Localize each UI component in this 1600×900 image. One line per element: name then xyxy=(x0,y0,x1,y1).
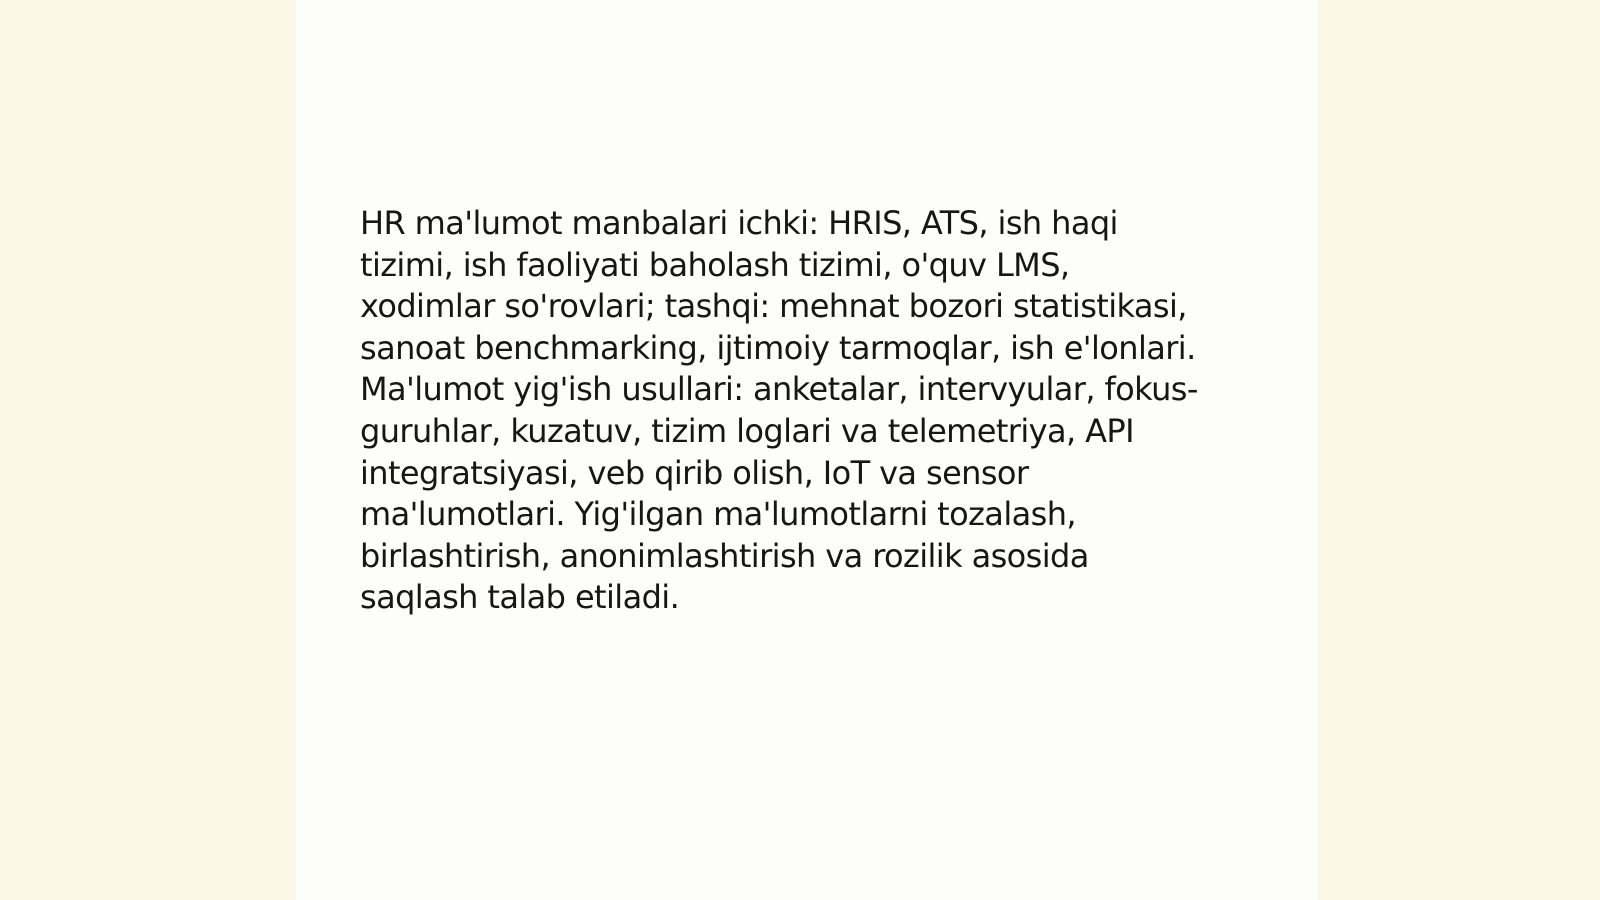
document-page xyxy=(296,0,1318,900)
body-paragraph: HR ma'lumot manbalari ichki: HRIS, ATS, ish haqi tizimi, ish faoliyati baholash tizimi, o'quv LMS, xodimlar so'rovlari; tashqi: mehnat bozori statistikasi, sanoat benchmarking, ijtimoiy tarmoqlar, ish e'lonlari. Ma'lumot yig'ish usullari: anketalar, intervyular, fokus- guruhlar, kuzatuv, tizim loglari va telemetriya, API integratsiyasi, veb qirib olish, IoT va sensor ma'lumotlari. Yig'ilgan ma'lumotlarni tozalash, birlashtirish, anonimlashtirish va rozilik asosida saqlash talab etiladi. xyxy=(360,204,1198,617)
